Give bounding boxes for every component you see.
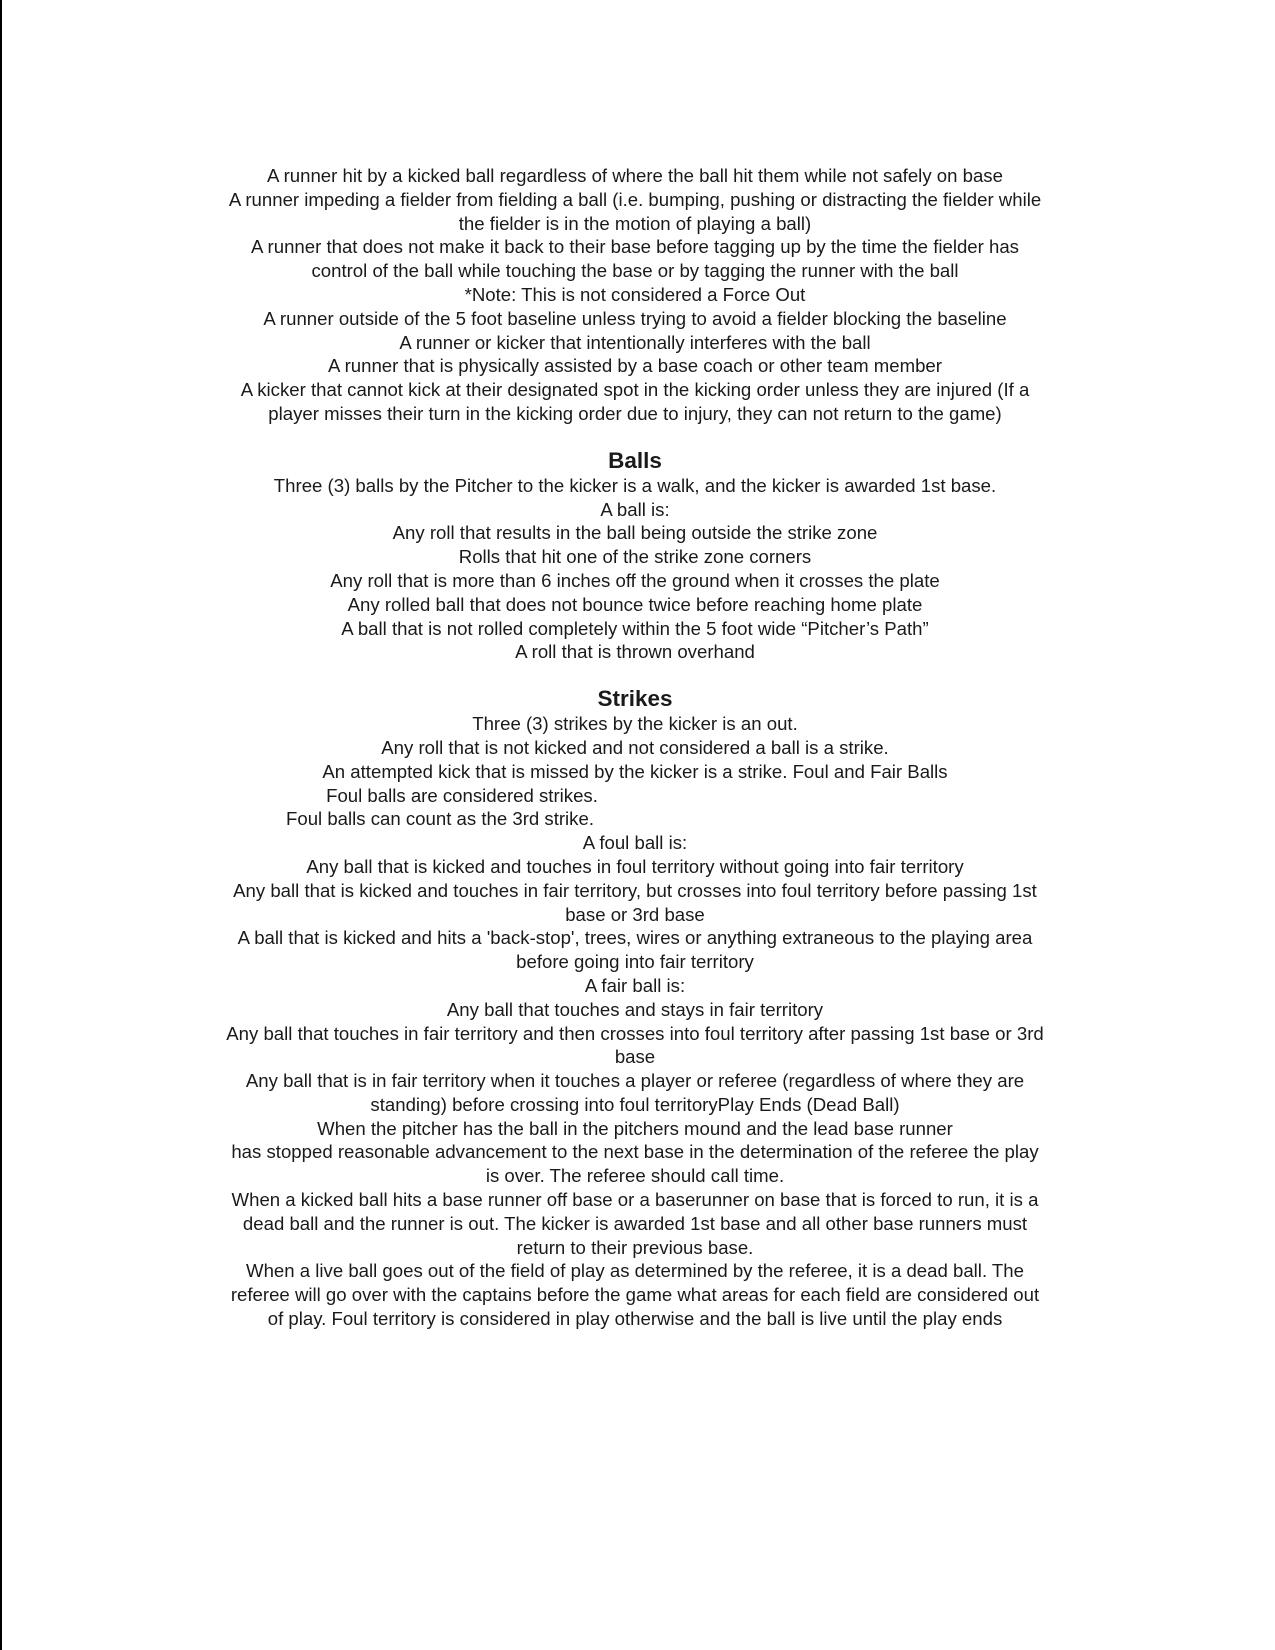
section-heading-strikes: Strikes [597, 686, 673, 712]
text-line: referee will go over with the captains before the game what areas for each field are considered out [230, 1284, 1040, 1306]
text-line: Any roll that is not kicked and not considered a ball is a strike. [381, 736, 889, 758]
text-line: Any ball that is in fair territory when it touches a player or referee (regardless of where they are [245, 1070, 1025, 1092]
text-line: has stopped reasonable advancement to the next base in the determination of the referee the play [231, 1141, 1039, 1163]
text-line: is over. The referee should call time. [485, 1165, 785, 1187]
text-line: Any rolled ball that does not bounce twice before reaching home plate [347, 593, 923, 615]
text-line: A runner impeding a fielder from fielding a ball (i.e. bumping, pushing or distracting the fielder while [228, 188, 1042, 210]
text-line: A runner hit by a kicked ball regardless of where the ball hit them while not safely on base [267, 165, 1003, 186]
text-line: before going into fair territory [516, 951, 754, 973]
text-line: An attempted kick that is missed by the kicker is a strike. Foul and Fair Balls [322, 760, 948, 782]
document-body [160, 164, 1110, 1331]
text-line: When a kicked ball hits a base runner off base or a baserunner on base that is forced to run, it is a [231, 1189, 1039, 1211]
text-line: Rolls that hit one of the strike zone corners [458, 546, 812, 568]
text-line: dead ball and the runner is out. The kicker is awarded 1st base and all other base runners must [242, 1212, 1028, 1234]
text-line: Three (3) strikes by the kicker is an out. [472, 713, 798, 735]
outs-section [160, 164, 1110, 426]
text-line: of play. Foul territory is considered in play otherwise and the ball is live until the play ends [267, 1308, 1003, 1330]
text-line: A ball that is kicked and hits a 'back-stop', trees, wires or anything extraneous to the playing area [237, 927, 1033, 949]
text-line: Any ball that touches and stays in fair territory [446, 998, 824, 1020]
text-line: A fair ball is: [584, 974, 686, 996]
text-line: Any ball that touches in fair territory and then crosses into foul territory after passing 1st base or 3rd [226, 1022, 1044, 1044]
text-line: Foul balls are considered strikes. [326, 784, 598, 806]
text-line: standing) before crossing into foul territoryPlay Ends (Dead Ball) [370, 1093, 900, 1115]
text-line: control of the ball while touching the base or by tagging the runner with the ball [311, 260, 959, 282]
strikes-section [160, 712, 1110, 1331]
text-line: A runner or kicker that intentionally interferes with the ball [399, 331, 871, 353]
text-line: base or 3rd base [565, 903, 705, 925]
text-line: player misses their turn in the kicking order due to injury, they can not return to the game) [268, 402, 1002, 424]
text-line: A ball that is not rolled completely within the 5 foot wide “Pitcher’s Path” [341, 617, 929, 639]
text-line: Any roll that is more than 6 inches off the ground when it crosses the plate [330, 569, 940, 591]
text-line: A runner that is physically assisted by a base coach or other team member [328, 355, 942, 377]
text-line: A kicker that cannot kick at their designated spot in the kicking order unless they are injured (If a [240, 379, 1030, 401]
text-line: return to their previous base. [516, 1236, 754, 1258]
text-line: When a live ball goes out of the field of play as determined by the referee, it is a dead ball. The [246, 1260, 1024, 1282]
text-line: Any ball that is kicked and touches in foul territory without going into fair territory [306, 855, 964, 877]
text-line: the fielder is in the motion of playing a ball) [458, 212, 812, 234]
text-line: Any ball that is kicked and touches in fair territory, but crosses into foul territory before passing 1st [233, 879, 1037, 901]
text-line: Foul balls can count as the 3rd strike. [286, 808, 594, 830]
text-line: base [614, 1046, 656, 1068]
text-line: A foul ball is: [582, 832, 688, 854]
text-line: When the pitcher has the ball in the pitchers mound and the lead base runner [317, 1117, 953, 1139]
text-line: A roll that is thrown overhand [515, 641, 755, 663]
text-line: A ball is: [600, 498, 670, 520]
text-line: Three (3) balls by the Pitcher to the kicker is a walk, and the kicker is awarded 1st base. [273, 474, 997, 496]
text-line: *Note: This is not considered a Force Out [464, 283, 806, 305]
text-line: Any roll that results in the ball being outside the strike zone [392, 522, 878, 544]
text-line: A runner that does not make it back to their base before tagging up by the time the fielder has [251, 236, 1019, 258]
balls-section [160, 474, 1110, 664]
section-heading-balls: Balls [608, 447, 662, 473]
text-line: A runner outside of the 5 foot baseline unless trying to avoid a fielder blocking the baseline [263, 307, 1007, 329]
